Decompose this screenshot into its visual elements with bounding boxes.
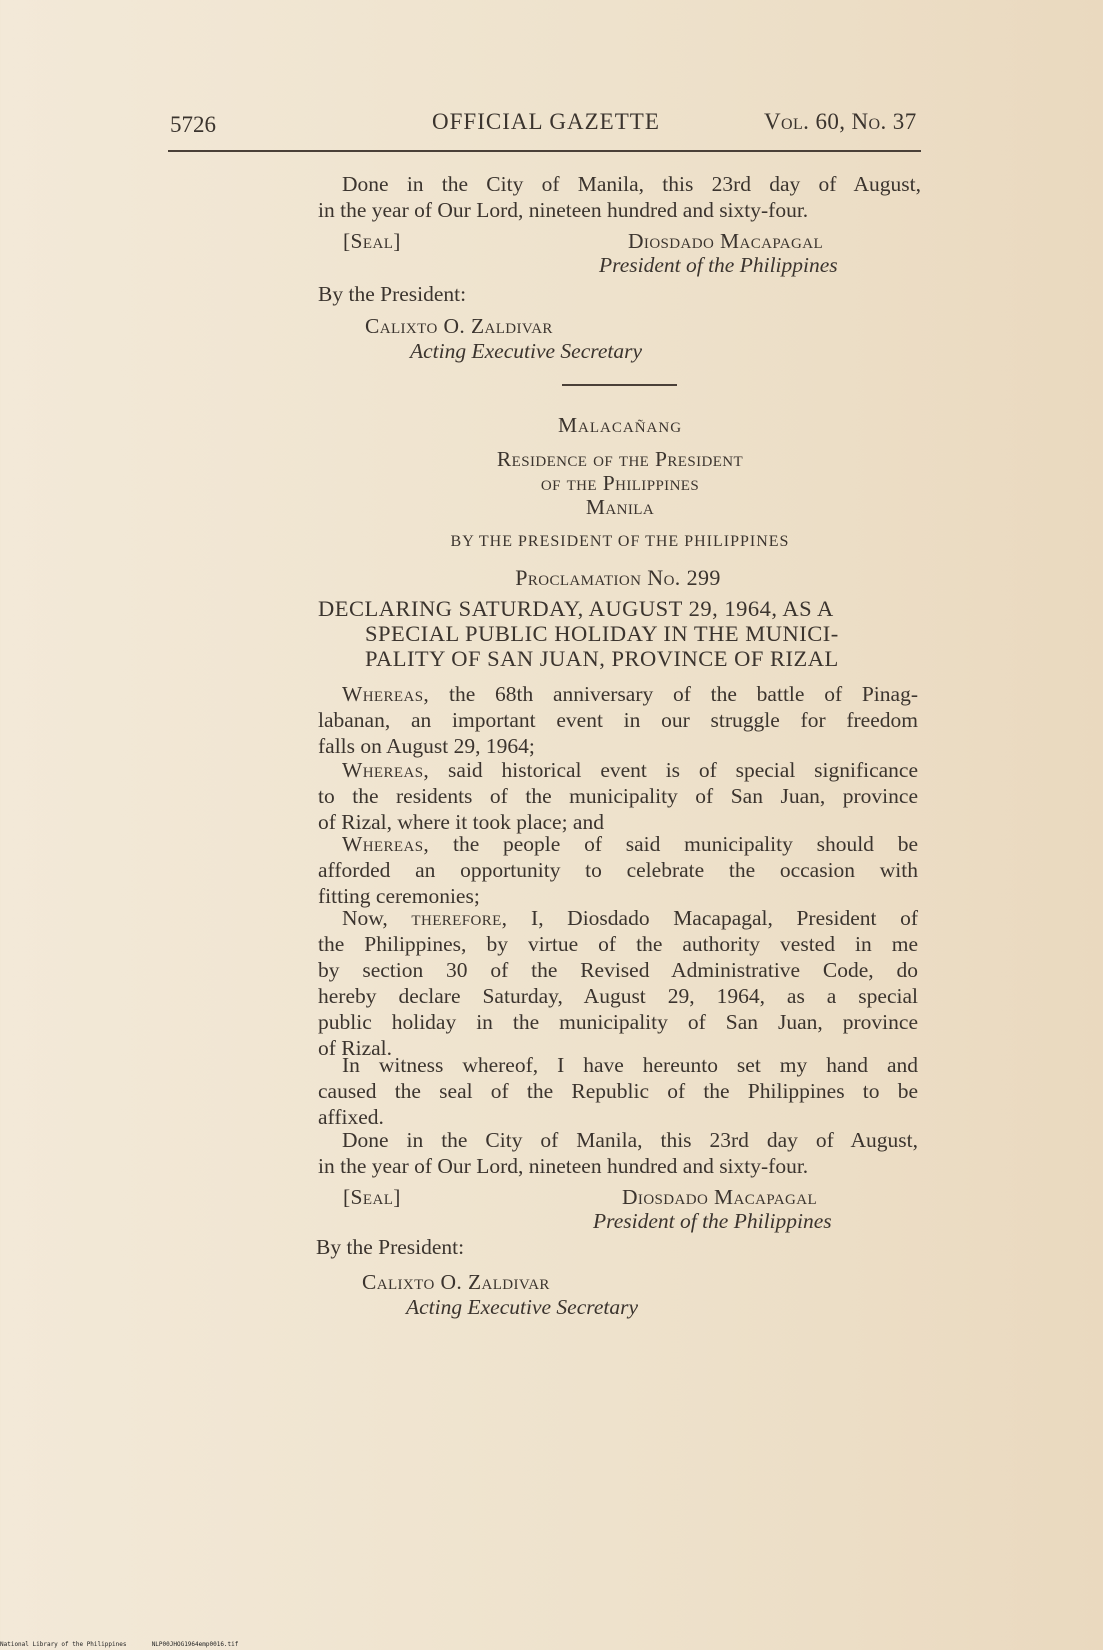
seal: [Seal]: [343, 1185, 401, 1209]
prev-secretary-name: Calixto O. Zaldivar: [365, 314, 553, 338]
whereas-paragraph-2: [318, 757, 918, 835]
body-line: afforded an opportunity to celebrate the occasion with: [318, 858, 918, 882]
secretary-title: Acting Executive Secretary: [406, 1295, 638, 1319]
prev-secretary-title: Acting Executive Secretary: [410, 339, 642, 363]
scan-footer: [0, 1641, 238, 1648]
body-text: the 68th anniversary of the battle of Pinag-: [429, 682, 918, 706]
page-number: 5726: [170, 112, 216, 137]
body-line: hereby declare Saturday, August 29, 1964, as a special: [318, 984, 918, 1008]
body-line: Done in the City of Manila, this 23rd day of August,: [342, 1128, 918, 1152]
whereas-paragraph-1: [318, 681, 918, 759]
proclamation-title-line: SPECIAL PUBLIC HOLIDAY IN THE MUNICI-: [365, 621, 839, 646]
section-divider: [562, 384, 677, 386]
body-line: public holiday in the municipality of San Juan, province: [318, 1010, 918, 1034]
now-lead: Now,: [342, 906, 388, 930]
president-title: President of the Philippines: [593, 1209, 832, 1233]
volume-number: Vol. 60, No. 37: [764, 109, 917, 134]
prev-president-name: Diosdado Macapagal: [628, 229, 824, 253]
secretary-name: Calixto O. Zaldivar: [362, 1270, 550, 1294]
body-line: of Rizal, where it took place; and: [318, 810, 604, 834]
body-line: labanan, an important event in our struggle for freedom: [318, 708, 918, 732]
palace-heading: Malacañang: [557, 413, 683, 437]
residence-line-1: Residence of the President: [496, 447, 744, 471]
now-therefore-paragraph: [318, 905, 918, 1061]
whereas-lead: Whereas,: [342, 682, 430, 706]
body-line: fitting ceremonies;: [318, 884, 480, 908]
whereas-lead: Whereas,: [342, 758, 430, 782]
therefore-lead: therefore,: [411, 906, 508, 930]
publication-title: OFFICIAL GAZETTE: [432, 109, 660, 134]
body-line: affixed.: [318, 1105, 384, 1129]
proclamation-number: Proclamation No. 299: [515, 565, 721, 590]
body-line: falls on August 29, 1964;: [318, 734, 535, 758]
body-text: the people of said municipality should be: [429, 832, 918, 856]
header-rule: [168, 150, 921, 152]
prev-seal: [Seal]: [343, 229, 401, 253]
body-line: to the residents of the municipality of San Juan, province: [318, 784, 918, 808]
prev-done-line: in the year of Our Lord, nineteen hundred and sixty-four.: [318, 198, 809, 222]
body-line: the Philippines, by virtue of the authority vested in me: [318, 932, 918, 956]
prev-by-the-president: By the President:: [318, 282, 467, 306]
prev-done-paragraph: [318, 171, 921, 223]
body-line: in the year of Our Lord, nineteen hundred and sixty-four.: [318, 1154, 809, 1178]
proclamation-title-line: DECLARING SATURDAY, AUGUST 29, 1964, AS A: [318, 596, 834, 621]
footer-library: National Library of the Philippines: [0, 1641, 127, 1648]
city-heading: Manila: [585, 495, 655, 519]
body-line: caused the seal of the Republic of the Philippines to be: [318, 1079, 918, 1103]
done-paragraph: [318, 1127, 918, 1179]
whereas-paragraph-3: [318, 831, 918, 909]
witness-paragraph: [318, 1052, 918, 1130]
by-the-president: By the President:: [316, 1235, 465, 1259]
body-line: by section 30 of the Revised Administrative Code, do: [318, 958, 918, 982]
by-president-heading: BY THE PRESIDENT OF THE PHILIPPINES: [450, 533, 790, 550]
body-line: In witness whereof, I have hereunto set my hand and: [342, 1053, 918, 1077]
body-text: I, Diosdado Macapagal, President of: [507, 906, 918, 930]
president-name: Diosdado Macapagal: [622, 1185, 818, 1209]
proclamation-title-line: PALITY OF SAN JUAN, PROVINCE OF RIZAL: [365, 646, 839, 671]
body-text: said historical event is of special significance: [429, 758, 918, 782]
footer-file: NLP00JHOG1964emp0016.tif: [151, 1641, 239, 1648]
body-line: of Rizal.: [318, 1036, 393, 1060]
whereas-lead: Whereas,: [342, 832, 430, 856]
residence-line-2: of the Philippines: [540, 471, 700, 495]
prev-done-line: Done in the City of Manila, this 23rd day of August,: [342, 172, 921, 196]
prev-president-title: President of the Philippines: [599, 253, 838, 277]
